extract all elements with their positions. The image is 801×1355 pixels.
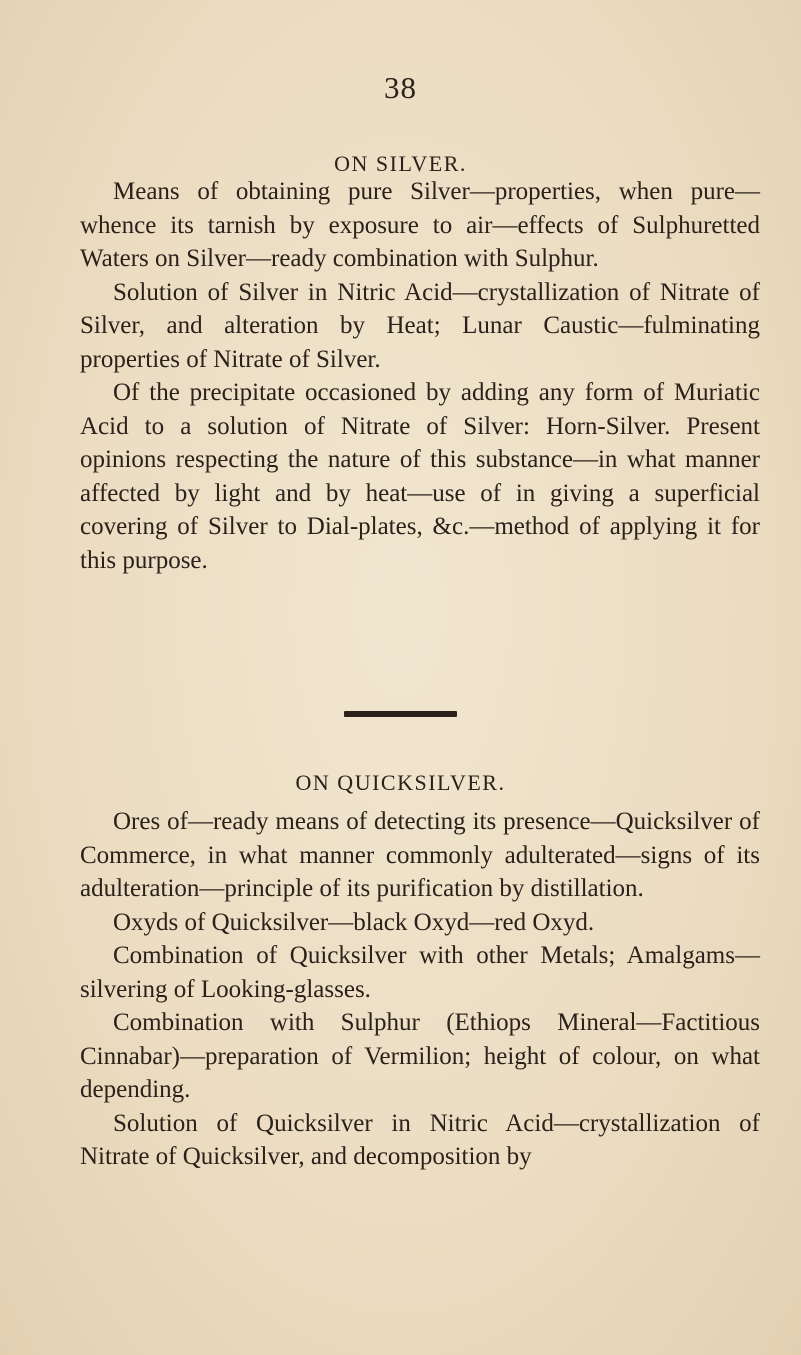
page-number: 38 <box>384 70 417 105</box>
paragraph: Solution of Silver in Nitric Acid—crystallization of Nitrate of Silver, and alteration by Heat; Lunar Caustic—fulminating properties of Nitrate of Silver. <box>80 278 760 373</box>
section-silver-body <box>80 175 760 577</box>
paragraph: Combination with Sulphur (Ethiops Mineral—Factitious Cinnabar)—preparation of Vermilion; height of colour, on what depending. <box>80 1009 760 1103</box>
paragraph: Solution of Quicksilver in Nitric Acid—crystallization of Nitrate of Quicksilver, and decomposition by <box>80 1109 760 1170</box>
section-divider <box>344 711 457 717</box>
paragraph: Of the precipitate occasioned by adding any form of Muriatic Acid to a solution of Nitrate of Silver: Horn-Silver. Present opinions respecting the nature of this substance—in what manner affected by light and by heat—use of in giving a superficial covering of Silver to Dial-plates, &c.—method of applying it for this purpose. <box>80 379 760 574</box>
section-heading-quicksilver: ON QUICKSILVER. <box>295 770 506 795</box>
section-heading-silver: ON SILVER. <box>334 151 467 176</box>
paragraph: Oxyds of Quicksilver—black Oxyd—red Oxyd. <box>113 908 595 936</box>
section-quicksilver-body <box>80 805 760 1174</box>
paragraph: Ores of—ready means of detecting its presence—Quicksilver of Commerce, in what manner commonly adulterated—signs of its adulteration—principle of its purification by distillation. <box>80 808 760 902</box>
paragraph: Means of obtaining pure Silver—properties, when pure—whence its tarnish by exposure to air—effects of Sulphuretted Waters on Silver—ready combination with Sulphur. <box>80 178 760 272</box>
paragraph: Combination of Quicksilver with other Metals; Amalgams—silvering of Looking-glasses. <box>80 942 760 1003</box>
